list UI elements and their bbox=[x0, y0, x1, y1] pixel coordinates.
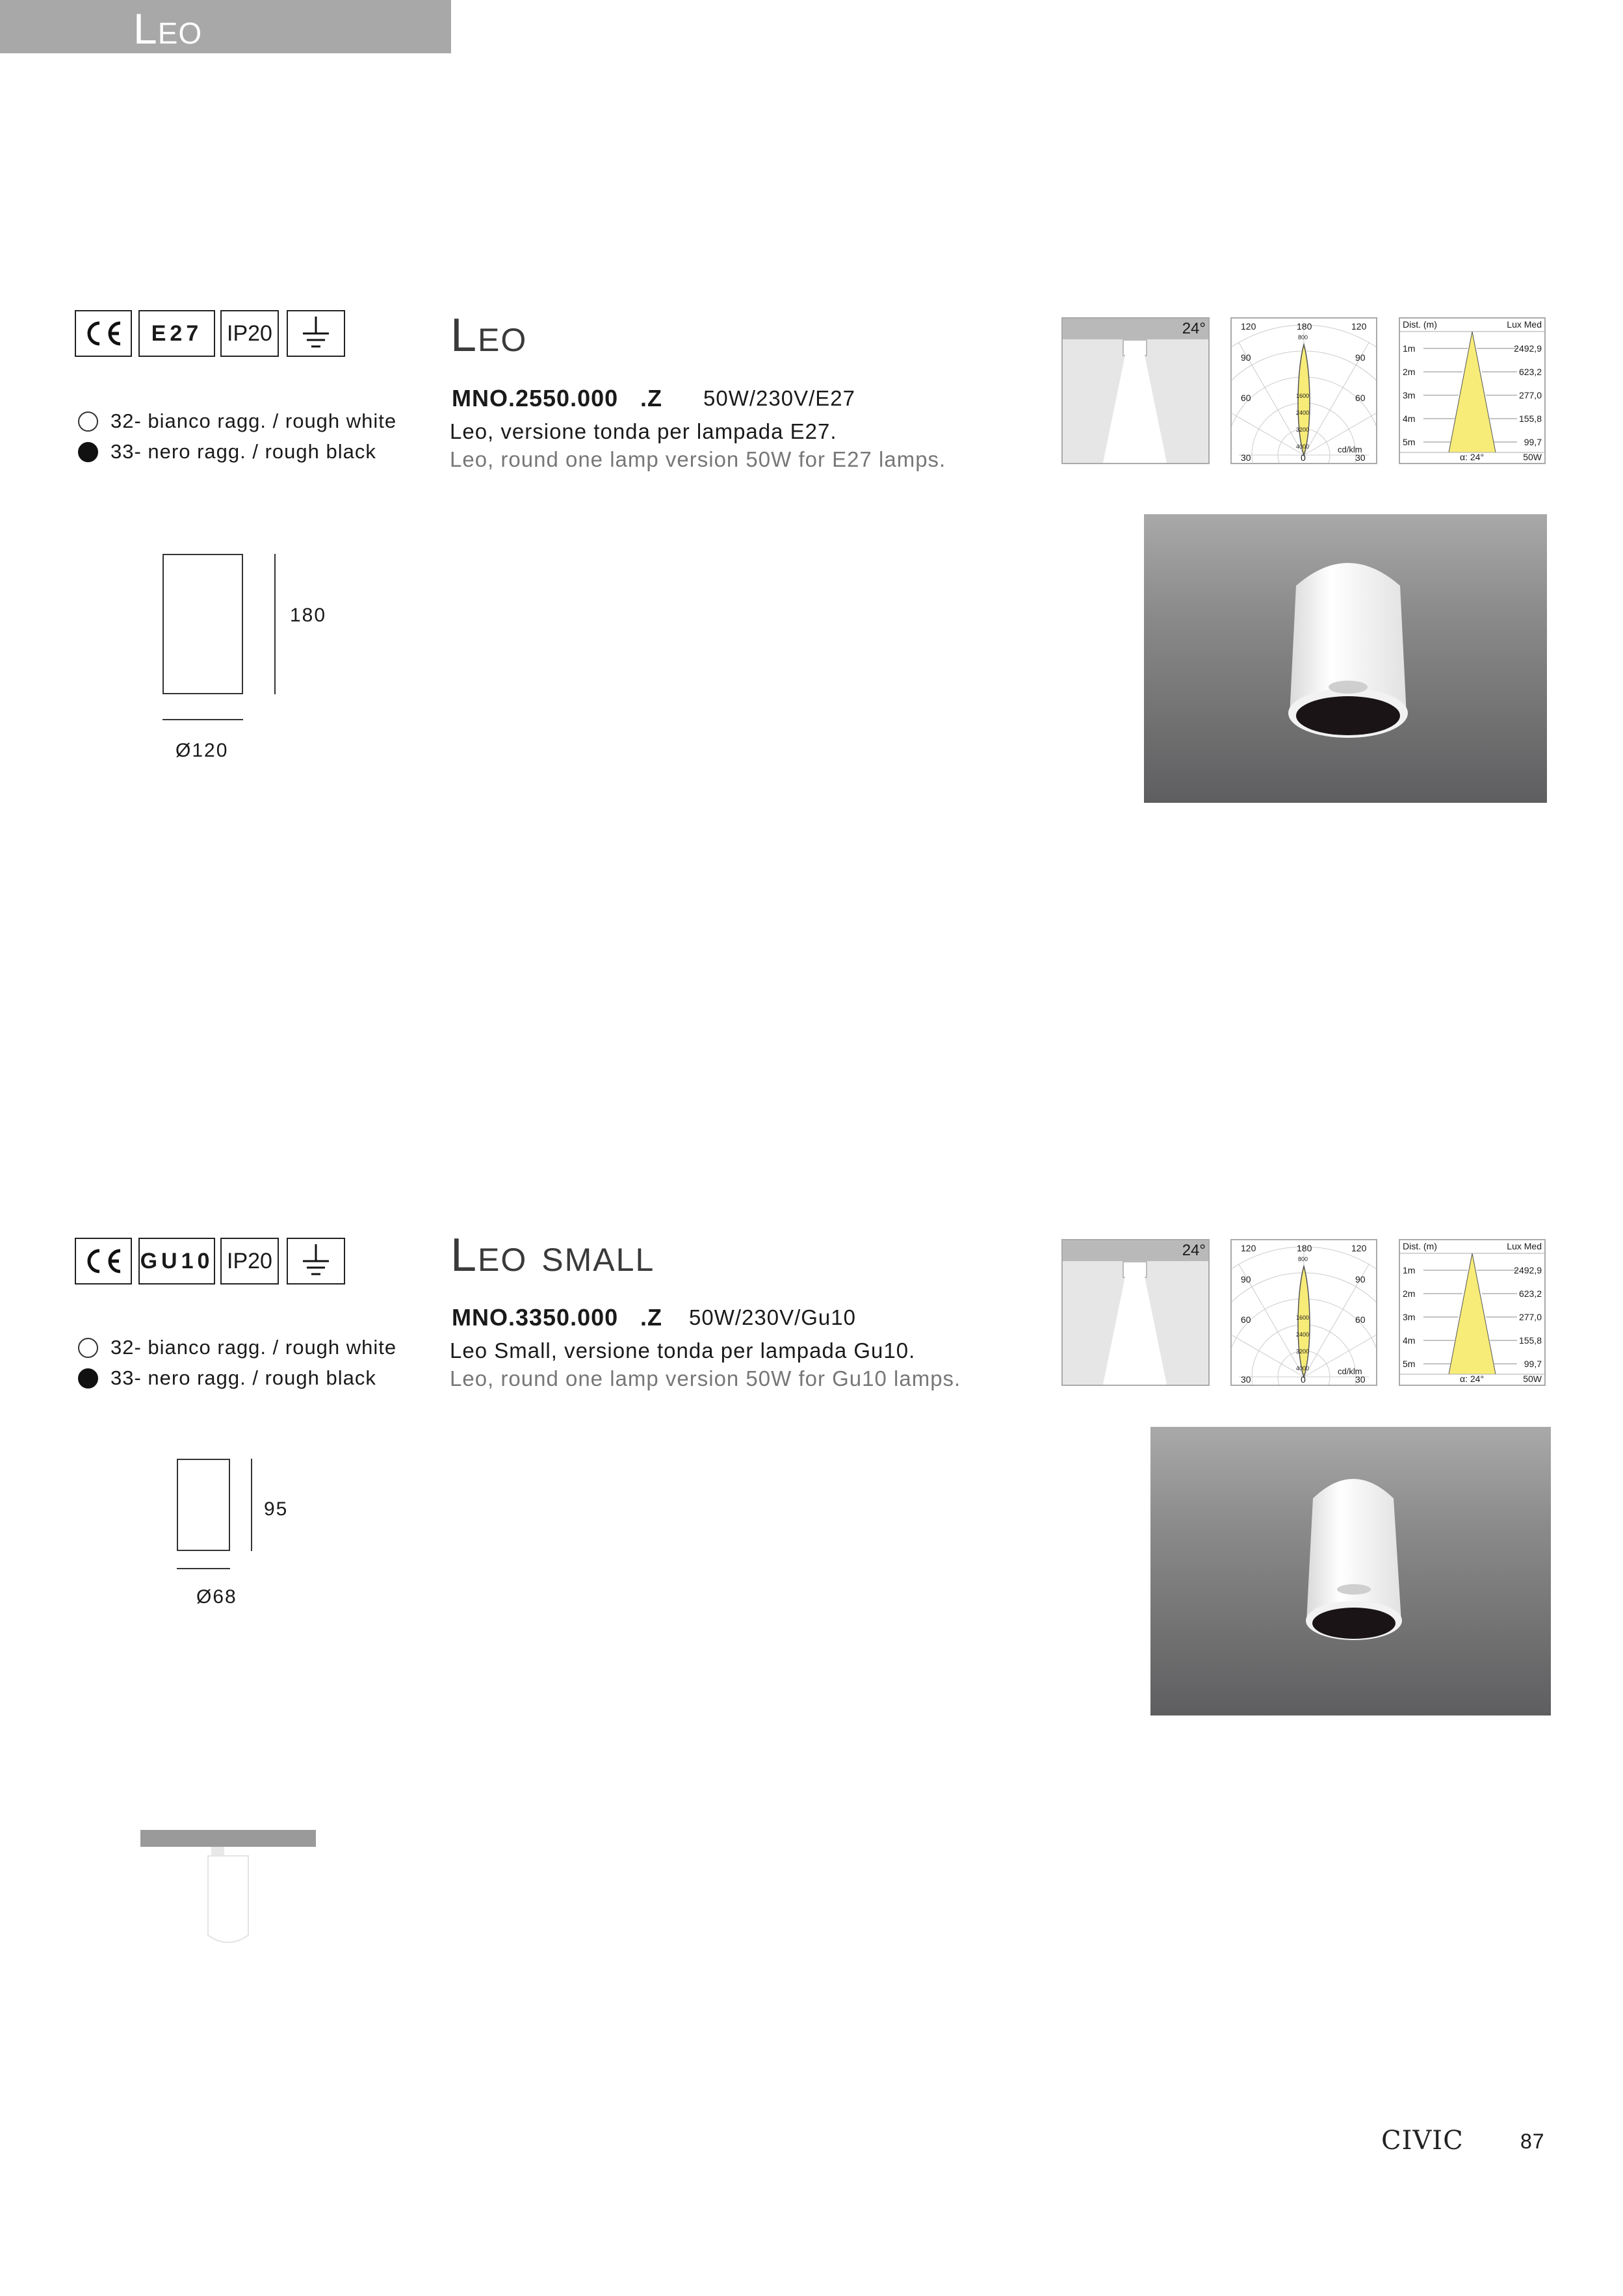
brand-logo: CIVIC bbox=[1381, 2126, 1464, 2156]
polar-light-distribution bbox=[1230, 317, 1377, 464]
product-spec: 50W/230V/E27 bbox=[703, 386, 855, 410]
beam-angle-label: 24° bbox=[1182, 1242, 1206, 1259]
finish-option-black bbox=[78, 1366, 376, 1390]
height-dimension-line bbox=[274, 554, 276, 694]
polar-angle-label: 90 bbox=[1241, 352, 1251, 363]
ground-icon bbox=[287, 1238, 345, 1285]
polar-angle-label: 60 bbox=[1355, 393, 1366, 403]
polar-unit-label: cd/klm bbox=[1338, 1366, 1362, 1376]
height-dimension-line bbox=[251, 1459, 252, 1551]
polar-angle-label: 60 bbox=[1241, 393, 1251, 403]
diameter-dimension: Ø68 bbox=[196, 1586, 237, 1608]
lux-value: 623,2 bbox=[1518, 367, 1542, 377]
ip-rating-badge bbox=[220, 1238, 279, 1285]
ce-mark-icon bbox=[75, 310, 132, 357]
lux-value: 155,8 bbox=[1518, 413, 1542, 424]
description-english: Leo, round one lamp version 50W for E27 lamps. bbox=[450, 447, 946, 471]
polar-angle-label: 120 bbox=[1241, 1243, 1256, 1253]
finish-label: 33- nero ragg. / rough black bbox=[110, 1366, 376, 1389]
height-dimension: 95 bbox=[264, 1498, 289, 1520]
lux-value-header: Lux Med bbox=[1507, 1241, 1542, 1251]
ce-mark-icon bbox=[75, 1238, 132, 1285]
ip-rating-badge bbox=[220, 310, 279, 357]
polar-angle-label: 120 bbox=[1241, 321, 1256, 332]
description-italian: Leo Small, versione tonda per lampada Gu10. bbox=[450, 1338, 916, 1363]
product-title: Leo bbox=[450, 309, 528, 361]
section-title: Leo bbox=[133, 5, 203, 53]
lux-illuminance-chart bbox=[1399, 1239, 1546, 1386]
lux-dist-header: Dist. (m) bbox=[1403, 1241, 1437, 1251]
polar-angle-label: 90 bbox=[1355, 1274, 1366, 1285]
lux-value: 2492,9 bbox=[1514, 343, 1542, 354]
beam-angle-label: 24° bbox=[1182, 320, 1206, 337]
lux-value: 277,0 bbox=[1518, 390, 1542, 400]
lux-value: 277,0 bbox=[1518, 1312, 1542, 1322]
product-code-suffix: .Z bbox=[640, 1304, 662, 1331]
lux-dist: 2m bbox=[1403, 367, 1416, 377]
lux-dist-header: Dist. (m) bbox=[1403, 319, 1437, 330]
black-swatch-icon bbox=[78, 442, 98, 462]
beam-angle-diagram bbox=[1061, 317, 1210, 464]
polar-value-label: 1600 bbox=[1296, 393, 1310, 399]
polar-angle-label: 30 bbox=[1241, 452, 1251, 463]
ip-rating-label: IP20 bbox=[227, 320, 272, 346]
finish-label: 33- nero ragg. / rough black bbox=[110, 440, 376, 463]
product-code: MNO.3350.000 bbox=[452, 1304, 619, 1331]
lux-dist: 5m bbox=[1403, 437, 1416, 447]
lux-dist: 4m bbox=[1403, 1335, 1416, 1346]
lux-dist: 4m bbox=[1403, 413, 1416, 424]
finish-option-white bbox=[78, 410, 396, 433]
white-swatch-icon bbox=[78, 1338, 98, 1358]
polar-value-label: 800 bbox=[1298, 1256, 1308, 1262]
product-code-suffix: .Z bbox=[640, 385, 662, 411]
polar-unit-label: cd/klm bbox=[1338, 445, 1362, 454]
finish-label: 32- bianco ragg. / rough white bbox=[110, 1336, 397, 1359]
product-spec: 50W/230V/Gu10 bbox=[689, 1305, 856, 1329]
product-photo bbox=[1150, 1427, 1551, 1715]
lux-dist: 5m bbox=[1403, 1359, 1416, 1369]
polar-value-label: 3200 bbox=[1296, 426, 1310, 433]
polar-angle-label: 30 bbox=[1355, 1374, 1366, 1385]
ground-icon bbox=[287, 310, 345, 357]
lux-dist: 1m bbox=[1403, 1265, 1416, 1275]
lamp-socket-badge bbox=[138, 310, 215, 357]
polar-angle-label: 30 bbox=[1355, 452, 1366, 463]
polar-angle-label: 60 bbox=[1241, 1314, 1251, 1325]
beam-angle-diagram bbox=[1061, 1239, 1210, 1386]
lux-value: 99,7 bbox=[1524, 437, 1542, 447]
lux-value: 155,8 bbox=[1518, 1335, 1542, 1346]
ip-rating-label: IP20 bbox=[227, 1248, 272, 1273]
width-dimension-line bbox=[177, 1568, 230, 1569]
description-english: Leo, round one lamp version 50W for Gu10 lamps. bbox=[450, 1366, 961, 1390]
finish-option-white bbox=[78, 1336, 396, 1359]
polar-angle-label: 60 bbox=[1355, 1314, 1366, 1325]
polar-value-label: 2400 bbox=[1296, 410, 1310, 416]
section-header-tab bbox=[0, 0, 451, 53]
polar-angle-label: 120 bbox=[1351, 321, 1367, 332]
polar-angle-label: 90 bbox=[1355, 352, 1366, 363]
polar-angle-label: 90 bbox=[1241, 1274, 1251, 1285]
polar-value-label: 1600 bbox=[1296, 1314, 1310, 1321]
width-dimension-line bbox=[162, 719, 243, 720]
polar-angle-label: 0 bbox=[1301, 1374, 1306, 1385]
page-number: 87 bbox=[1520, 2130, 1545, 2153]
height-dimension: 180 bbox=[290, 605, 327, 626]
polar-angle-label: 180 bbox=[1297, 321, 1312, 332]
lux-value: 2492,9 bbox=[1514, 1265, 1542, 1275]
polar-value-label: 4000 bbox=[1296, 443, 1310, 450]
description-italian: Leo, versione tonda per lampada E27. bbox=[450, 419, 837, 443]
lux-dist: 3m bbox=[1403, 1312, 1416, 1322]
lux-alpha: α: 24° bbox=[1460, 452, 1485, 462]
track-mount-illustration bbox=[140, 1830, 316, 1947]
lux-illuminance-chart bbox=[1399, 317, 1546, 464]
polar-value-label: 4000 bbox=[1296, 1365, 1310, 1372]
lamp-socket-label: GU10 bbox=[140, 1248, 214, 1273]
lamp-socket-label: E27 bbox=[151, 320, 203, 346]
polar-angle-label: 30 bbox=[1241, 1374, 1251, 1385]
dimension-drawing bbox=[177, 1459, 230, 1551]
polar-light-distribution bbox=[1230, 1239, 1377, 1386]
product-title: Leo small bbox=[450, 1229, 655, 1281]
polar-value-label: 2400 bbox=[1296, 1331, 1310, 1338]
product-code: MNO.2550.000 bbox=[452, 385, 619, 411]
lux-dist: 2m bbox=[1403, 1288, 1416, 1299]
polar-value-label: 800 bbox=[1298, 334, 1308, 341]
lux-power: 50W bbox=[1523, 1374, 1542, 1384]
finish-option-black bbox=[78, 440, 376, 463]
product-photo bbox=[1144, 514, 1547, 803]
lamp-socket-badge bbox=[138, 1238, 215, 1285]
polar-angle-label: 0 bbox=[1301, 452, 1306, 463]
lux-value: 99,7 bbox=[1524, 1359, 1542, 1369]
polar-angle-label: 180 bbox=[1297, 1243, 1312, 1253]
lux-alpha: α: 24° bbox=[1460, 1374, 1485, 1384]
white-swatch-icon bbox=[78, 411, 98, 432]
lux-value-header: Lux Med bbox=[1507, 319, 1542, 330]
lux-power: 50W bbox=[1523, 452, 1542, 462]
lux-dist: 3m bbox=[1403, 390, 1416, 400]
polar-angle-label: 120 bbox=[1351, 1243, 1367, 1253]
finish-label: 32- bianco ragg. / rough white bbox=[110, 410, 397, 432]
polar-value-label: 3200 bbox=[1296, 1348, 1310, 1355]
black-swatch-icon bbox=[78, 1368, 98, 1389]
diameter-dimension: Ø120 bbox=[175, 740, 229, 761]
lux-value: 623,2 bbox=[1518, 1288, 1542, 1299]
dimension-drawing bbox=[162, 554, 243, 694]
lux-dist: 1m bbox=[1403, 343, 1416, 354]
